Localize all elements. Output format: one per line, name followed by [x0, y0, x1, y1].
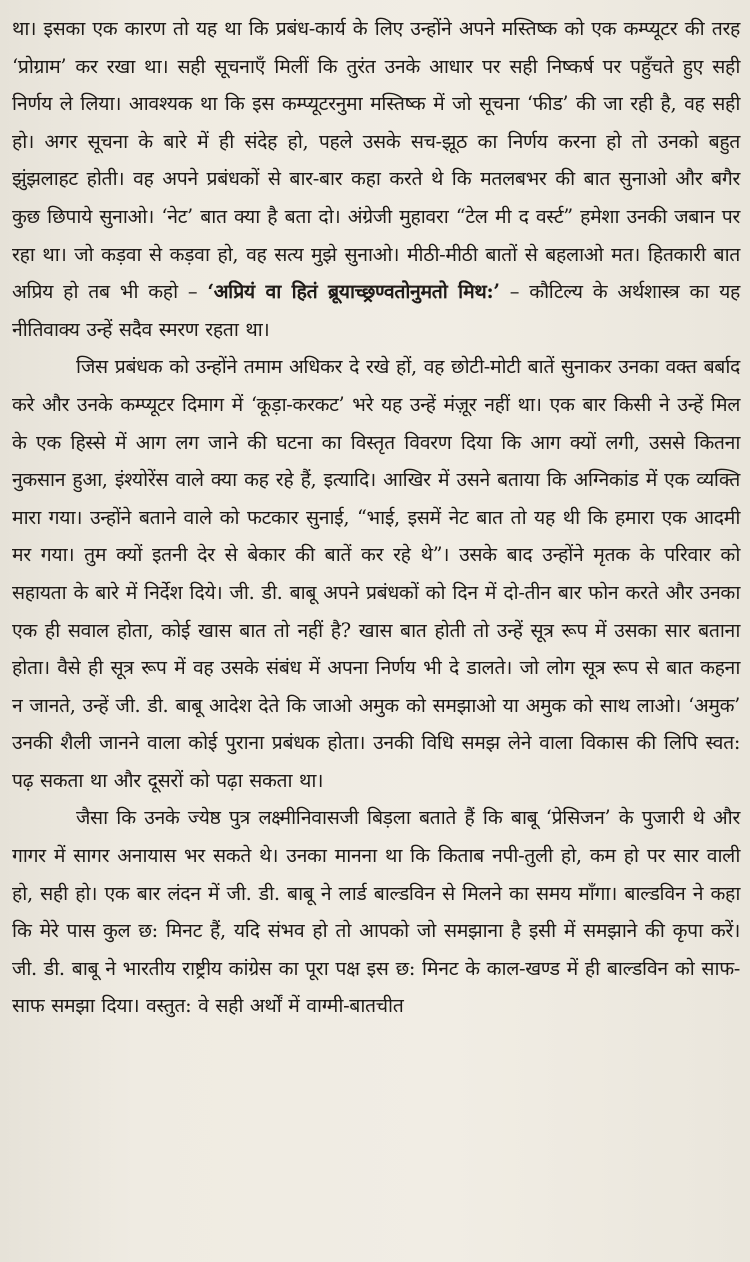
paragraph-1 — [12, 10, 740, 348]
sanskrit-quote: ‘अप्रियं वा हितं ब्रूयाच्छ्रण्वतोनुमतो मिथ:’ — [207, 280, 500, 304]
paragraph-1-ending: – कौटिल्य के अर्थशास्त्र का यह नीतिवाक्य उन्हें सदैव स्मरण रहता था। — [12, 280, 740, 341]
paragraph-3: जैसा कि उनके ज्येष्ठ पुत्र लक्ष्मीनिवासजी बिड़ला बताते हैं कि बाबू ‘प्रेसिजन’ के पुजारी थे और गागर में सागर अनायास भर सकते थे। उनका मानना था कि किताब नपी-तुली हो, कम हो पर सार वाली हो, सही हो। एक बार लंदन में जी. डी. बाबू ने लार्ड बाल्डविन से मिलने का समय माँगा। बाल्डविन ने कहा कि मेरे पास कुल छ: मिनट हैं, यदि संभव हो तो आपको जो समझाना है इसी में समझाने की कृपा करें। जी. डी. बाबू ने भारतीय राष्ट्रीय कांग्रेस का पूरा पक्ष इस छ: मिनट के काल-खण्ड में ही बाल्डविन को साफ-साफ समझा दिया। वस्तुत: वे सही अर्थों में वाग्मी-बातचीत — [12, 806, 740, 1018]
paragraph-1-text: था। इसका एक कारण तो यह था कि प्रबंध-कार्य के लिए उन्होंने अपने मस्तिष्क को एक कम्प्यूटर की तरह ‘प्रोग्राम’ कर रखा था। सही सूचनाएँ मिलीं कि तुरंत उनके आधार पर सही निष्कर्ष पर पहुँचते हुए सही निर्णय ले लिया। आवश्यक था कि इस कम्प्यूटरनुमा मस्तिष्क में जो सूचना ‘फीड’ की जा रही है, वह सही हो। अगर सूचना के बारे में ही संदेह हो, पहले उसके सच-झूठ का निर्णय करना हो तो उनको बहुत झुंझलाहट होती। वह अपने प्रबंधकों से बार-बार कहा करते थे कि मतलबभर की बात सुनाओ और बगैर कुछ छिपाये सुनाओ। ‘नेट’ बात क्या है बता दो। अंग्रेजी मुहावरा “टेल मी द वर्स्ट” हमेशा उनकी जबान पर रहा था। जो कड़वा से कड़वा हो, वह सत्य मुझे सुनाओ। मीठी-मीठी बातों से बहलाओ मत। हितकारी बात अप्रिय हो तब भी कहो – — [12, 17, 740, 304]
paragraph-2: जिस प्रबंधक को उन्होंने तमाम अधिकर दे रखे हों, वह छोटी-मोटी बातें सुनाकर उनका वक्त बर्बाद करे और उनके कम्प्यूटर दिमाग में ‘कूड़ा-करकट’ भरे यह उन्हें मंज़ूर नहीं था। एक बार किसी ने उन्हें मिल के एक हिस्से में आग लग जाने की घटना का विस्तृत विवरण दिया कि आग क्यों लगी, उससे कितना नुकसान हुआ, इंश्योरेंस वाले क्या कह रहे हैं, इत्यादि। आखिर में उसने बताया कि अग्निकांड में एक व्यक्ति मारा गया। उन्होंने बताने वाले को फटकार सुनाई, “भाई, इसमें नेट बात तो यह थी कि हमारा एक आदमी मर गया। तुम क्यों इतनी देर से बेकार की बातें कर रहे थे”। उसके बाद उन्होंने मृतक के परिवार को सहायता के बारे में निर्देश दिये। जी. डी. बाबू अपने प्रबंधकों को दिन में दो-तीन बार फोन करते और उनका एक ही सवाल होता, कोई खास बात तो नहीं है? खास बात होती तो उन्हें सूत्र रूप में उसका सार बताना होता। वैसे ही सूत्र रूप में वह उसके संबंध में अपना निर्णय भी दे डालते। जो लोग सूत्र रूप से बात कहना न जानते, उन्हें जी. डी. बाबू आदेश देते कि जाओ अमुक को समझाओ या अमुक को साथ लाओ। ‘अमुक’ उनकी शैली जानने वाला कोई पुराना प्रबंधक होता। उनकी विधि समझ लेने वाला विकास की लिपि स्वत: पढ़ सकता था और दूसरों को पढ़ा सकता था। — [12, 355, 740, 792]
